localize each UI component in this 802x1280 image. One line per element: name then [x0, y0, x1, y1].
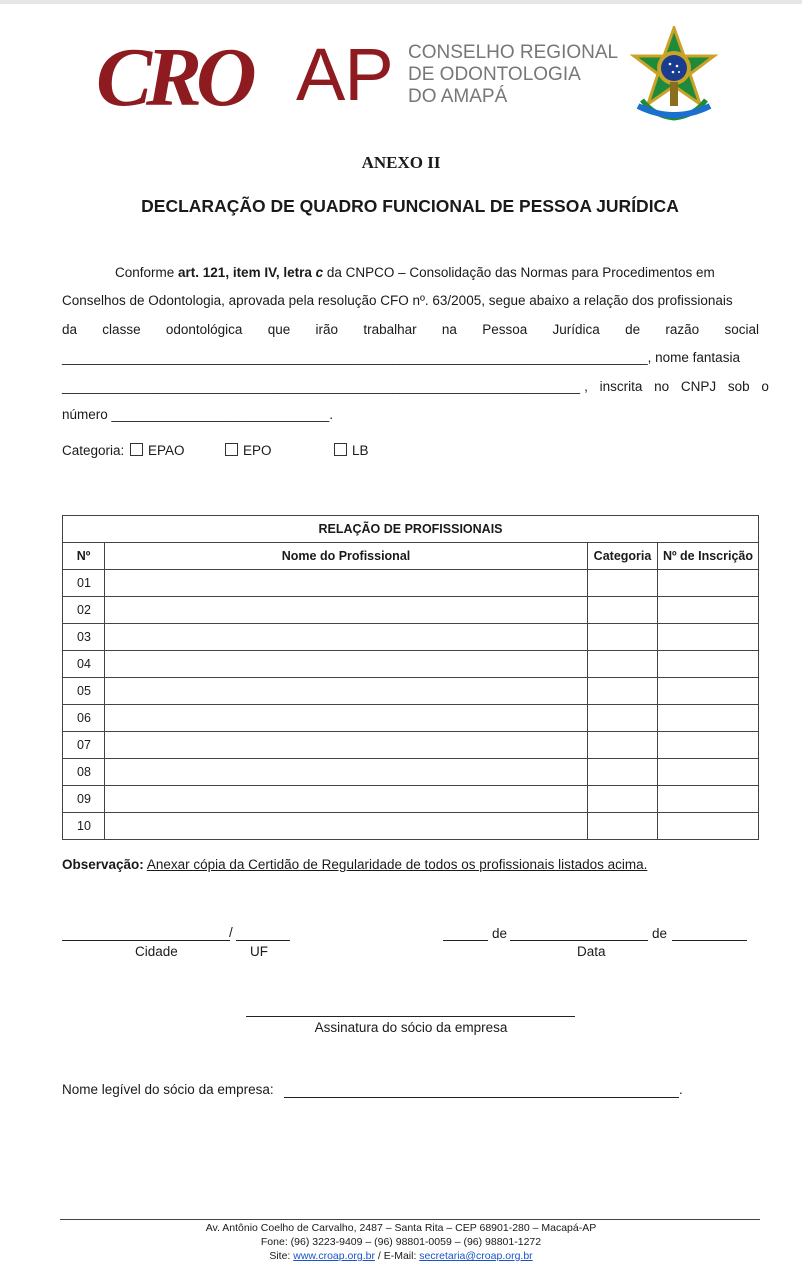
table-row: [63, 813, 759, 840]
article-reference: art. 121, item IV, letra: [178, 265, 316, 280]
checkbox-icon[interactable]: [225, 443, 238, 456]
category-cell[interactable]: [588, 786, 658, 813]
category-cell[interactable]: [588, 597, 658, 624]
category-epo[interactable]: [225, 443, 272, 458]
paragraph-line-6: [62, 407, 333, 422]
registration-cell[interactable]: [658, 597, 759, 624]
text-span: Conforme: [115, 265, 179, 280]
day-line[interactable]: [443, 940, 488, 941]
uf-line[interactable]: [236, 940, 290, 941]
year-line[interactable]: [672, 940, 747, 941]
org-name: [408, 42, 618, 108]
table-row: [63, 786, 759, 813]
paragraph-line-1: [115, 265, 715, 280]
name-cell[interactable]: [105, 678, 588, 705]
col-name: Nome do Profissional: [105, 543, 588, 570]
date-label: Data: [577, 944, 606, 959]
row-number: 10: [63, 813, 105, 840]
city-line[interactable]: [62, 940, 230, 941]
professionals-table: [62, 515, 759, 840]
row-number: 01: [63, 570, 105, 597]
row-number: 06: [63, 705, 105, 732]
row-number: 03: [63, 624, 105, 651]
footer-phone: Fone: (96) 3223-9409 – (96) 98801-0059 – (96) 98801-1272: [260, 1236, 542, 1248]
registration-cell[interactable]: [658, 759, 759, 786]
checkbox-icon[interactable]: [130, 443, 143, 456]
nome-fantasia-blank[interactable]: _____________________________________________________________________: [62, 379, 581, 394]
table-row: [63, 624, 759, 651]
ap-logo: AP: [296, 33, 393, 116]
name-cell[interactable]: [105, 759, 588, 786]
top-edge: [0, 0, 802, 4]
col-registration: Nº de Inscrição: [658, 543, 759, 570]
partner-name-line[interactable]: [284, 1097, 679, 1098]
category-label: Categoria:: [62, 443, 125, 458]
org-line-1: CONSELHO REGIONAL: [408, 42, 619, 63]
table-row: [63, 597, 759, 624]
observation-text: Anexar cópia da Certidão de Regularidade de todos os profissionais listados acima.: [146, 857, 648, 872]
table-row: [63, 759, 759, 786]
article-letter: c: [315, 265, 324, 280]
slash: /: [229, 925, 233, 940]
category-cell[interactable]: [588, 732, 658, 759]
text-span: , inscrita no CNPJ sob o: [584, 379, 769, 394]
razao-social-blank[interactable]: ______________________________________________________________________________: [62, 350, 648, 365]
text-span: número: [62, 407, 108, 422]
month-line[interactable]: [510, 940, 648, 941]
name-cell[interactable]: [105, 732, 588, 759]
observation: [62, 857, 647, 872]
row-number: 05: [63, 678, 105, 705]
footer-address: Av. Antônio Coelho de Carvalho, 2487 – Santa Rita – CEP 68901-280 – Macapá-AP: [205, 1222, 597, 1234]
de-label-1: de: [492, 926, 508, 941]
category-cell[interactable]: [588, 624, 658, 651]
text-span: , nome fantasia: [647, 350, 740, 365]
name-cell[interactable]: [105, 597, 588, 624]
row-number: 09: [63, 786, 105, 813]
registration-cell[interactable]: [658, 570, 759, 597]
table-row: [63, 732, 759, 759]
registration-cell[interactable]: [658, 651, 759, 678]
brazil-coat-of-arms-icon: [624, 26, 724, 122]
category-cell[interactable]: [588, 759, 658, 786]
row-number: 04: [63, 651, 105, 678]
category-cell[interactable]: [588, 705, 658, 732]
city-label: Cidade: [135, 944, 178, 959]
option-label: EPAO: [148, 443, 185, 458]
registration-cell[interactable]: [658, 624, 759, 651]
cnpj-blank[interactable]: _____________________________: [111, 407, 330, 422]
col-category: Categoria: [588, 543, 658, 570]
table-row: [63, 705, 759, 732]
footer-divider: [60, 1219, 760, 1220]
option-label: EPO: [243, 443, 272, 458]
annex-label: ANEXO II: [361, 153, 441, 172]
org-line-3: DO AMAPÁ: [408, 86, 508, 107]
email-link[interactable]: secretaria@croap.org.br: [419, 1250, 533, 1262]
table-row: [63, 651, 759, 678]
partner-name-end: .: [679, 1082, 683, 1097]
row-number: 08: [63, 759, 105, 786]
table-row: [63, 678, 759, 705]
table-header-row: [63, 543, 759, 570]
registration-cell[interactable]: [658, 705, 759, 732]
category-cell[interactable]: [588, 813, 658, 840]
text-span: .: [329, 407, 334, 422]
cro-logo: CRO: [96, 31, 251, 124]
category-cell[interactable]: [588, 570, 658, 597]
de-label-2: de: [652, 926, 668, 941]
table-row: [63, 570, 759, 597]
name-cell[interactable]: [105, 786, 588, 813]
registration-cell[interactable]: [658, 678, 759, 705]
partner-name-label: Nome legível do sócio da empresa:: [62, 1082, 274, 1097]
org-line-2: DE ODONTOLOGIA: [408, 64, 581, 85]
signature-line[interactable]: [246, 1016, 575, 1017]
text-span: / E-Mail:: [374, 1250, 420, 1262]
name-cell[interactable]: [105, 624, 588, 651]
category-cell[interactable]: [588, 651, 658, 678]
registration-cell[interactable]: [658, 813, 759, 840]
observation-label: Observação:: [62, 857, 144, 872]
name-cell[interactable]: [105, 813, 588, 840]
uf-label: UF: [250, 944, 268, 959]
row-number: 07: [63, 732, 105, 759]
text-span: da CNPCO – Consolidação das Normas para Procedimentos em: [323, 265, 715, 280]
paragraph-line-5: [62, 379, 769, 394]
checkbox-icon[interactable]: [334, 443, 347, 456]
paragraph-line-4: [62, 350, 740, 365]
row-number: 02: [63, 597, 105, 624]
paragraph-line-2: Conselhos de Odontologia, aprovada pela resolução CFO nº. 63/2005, segue abaixo a relação dos profissionais: [62, 293, 733, 308]
category-epao[interactable]: [130, 443, 185, 458]
site-link[interactable]: www.croap.org.br: [293, 1250, 375, 1262]
category-cell[interactable]: [588, 678, 658, 705]
text-span: Site:: [269, 1250, 294, 1262]
name-cell[interactable]: [105, 651, 588, 678]
registration-cell[interactable]: [658, 786, 759, 813]
signature-label: Assinatura do sócio da empresa: [314, 1020, 508, 1035]
name-cell[interactable]: [105, 705, 588, 732]
table-title: RELAÇÃO DE PROFISSIONAIS: [63, 516, 759, 543]
option-label: LB: [352, 443, 369, 458]
name-cell[interactable]: [105, 570, 588, 597]
category-lb[interactable]: [334, 443, 369, 458]
registration-cell[interactable]: [658, 732, 759, 759]
document-title: DECLARAÇÃO DE QUADRO FUNCIONAL DE PESSOA JURÍDICA: [141, 196, 679, 216]
footer-contact: [0, 1250, 802, 1264]
paragraph-line-3: da classe odontológica que irão trabalhar na Pessoa Jurídica de razão social: [62, 322, 759, 337]
col-number: Nº: [63, 543, 105, 570]
